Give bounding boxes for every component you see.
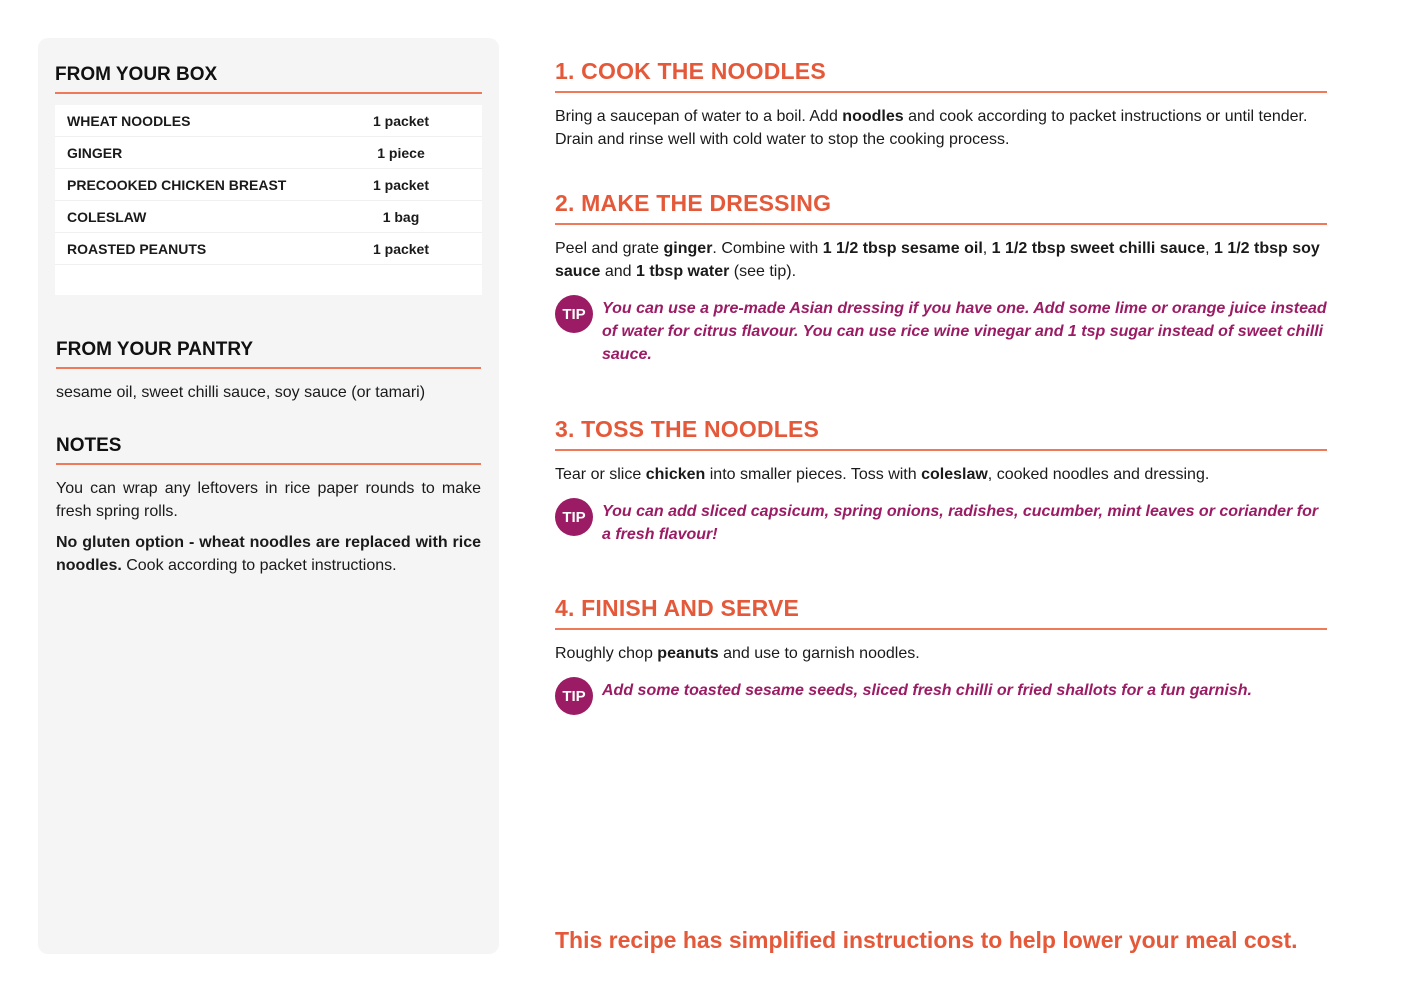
- step-instructions: [555, 105, 1327, 151]
- ingredient-row: [55, 233, 482, 265]
- instruction-text: and cook according to packet instructions or until tender. Drain and rinse well with cold water to stop the cooking process.: [555, 108, 1308, 148]
- instruction-bold: 1 1/2 tbsp soy sauce: [555, 240, 1320, 280]
- step-instructions: [555, 237, 1327, 283]
- step-heading: 2. MAKE THE DRESSING: [555, 190, 1327, 225]
- ingredient-row: [55, 169, 482, 201]
- step-toss-noodles: [555, 416, 1327, 546]
- ingredient-name: WHEAT NOODLES: [67, 112, 191, 129]
- instruction-text: Tear or slice: [555, 466, 646, 483]
- ingredient-qty: 1 packet: [372, 112, 430, 129]
- instruction-text: ,: [982, 240, 992, 257]
- instruction-text: Roughly chop: [555, 645, 658, 662]
- tip-callout: [555, 679, 1327, 715]
- instruction-text: . Combine with: [712, 240, 823, 257]
- ingredient-name: GINGER: [67, 144, 123, 161]
- instruction-bold: peanuts: [657, 645, 719, 662]
- ingredient-qty: 1 piece: [377, 144, 425, 161]
- tip-badge-icon: TIP: [555, 295, 593, 333]
- ingredient-qty: 1 packet: [372, 240, 430, 257]
- ingredient-qty: 1 packet: [372, 176, 430, 193]
- step-heading: 1. COOK THE NOODLES: [555, 58, 1327, 93]
- instruction-text: , cooked noodles and dressing.: [987, 466, 1210, 483]
- ingredient-name: COLESLAW: [67, 208, 147, 225]
- pantry-items: sesame oil, sweet chilli sauce, soy sauce (or tamari): [56, 384, 426, 401]
- instruction-text: Peel and grate: [555, 240, 664, 257]
- step-instructions: [555, 642, 1327, 665]
- note-leftovers: You can wrap any leftovers in rice paper rounds to make fresh spring rolls.: [56, 480, 481, 520]
- ingredient-row: [55, 137, 482, 169]
- tip-badge-icon: TIP: [555, 498, 593, 536]
- ingredient-row: [55, 201, 482, 233]
- sidebar-panel: [38, 38, 499, 954]
- note-gluten-free-bold: No gluten option - wheat noodles are replaced with rice noodles.: [56, 534, 481, 574]
- instruction-text: ,: [1205, 240, 1214, 257]
- tip-text: You can use a pre-made Asian dressing if you have one. Add some lime or orange juice instead of water for citrus flavour. You can use rice wine vinegar and 1 tsp sugar instead of sweet chilli sauce.: [602, 300, 1327, 363]
- ingredient-name: PRECOOKED CHICKEN BREAST: [67, 176, 287, 193]
- tip-text: Add some toasted sesame seeds, sliced fresh chilli or fried shallots for a fun garnish.: [602, 682, 1252, 699]
- instruction-text: (see tip).: [729, 263, 797, 280]
- step-make-dressing: [555, 190, 1327, 366]
- note-gluten-free-rest: Cook according to packet instructions.: [121, 557, 397, 574]
- instruction-bold: coleslaw: [921, 466, 988, 483]
- tip-badge-icon: TIP: [555, 677, 593, 715]
- tip-callout: [555, 297, 1327, 366]
- tip-callout: [555, 500, 1327, 546]
- instruction-text: Bring a saucepan of water to a boil. Add: [555, 108, 843, 125]
- step-heading: 3. TOSS THE NOODLES: [555, 416, 1327, 451]
- from-your-pantry-heading: FROM YOUR PANTRY: [56, 339, 481, 369]
- instruction-bold: ginger: [663, 240, 713, 257]
- instruction-bold: 1 1/2 tbsp sesame oil: [822, 240, 983, 257]
- instruction-bold: 1 tbsp water: [635, 263, 730, 280]
- instruction-bold: chicken: [645, 466, 706, 483]
- notes-body: [56, 477, 481, 585]
- instruction-bold: 1 1/2 tbsp sweet chilli sauce: [991, 240, 1206, 257]
- ingredient-qty: 1 bag: [382, 208, 420, 225]
- note-gluten-free: [56, 531, 481, 577]
- from-your-box-heading: FROM YOUR BOX: [55, 64, 482, 94]
- instruction-text: into smaller pieces. Toss with: [705, 466, 922, 483]
- ingredient-name: ROASTED PEANUTS: [67, 240, 207, 257]
- step-cook-noodles: [555, 58, 1327, 151]
- step-instructions: [555, 463, 1327, 486]
- instruction-text: and use to garnish noodles.: [718, 645, 920, 662]
- instruction-bold: noodles: [842, 108, 904, 125]
- step-heading: 4. FINISH AND SERVE: [555, 595, 1327, 630]
- step-finish-serve: [555, 595, 1327, 715]
- ingredients-table: [55, 105, 482, 295]
- tip-text: You can add sliced capsicum, spring onions, radishes, cucumber, mint leaves or coriander for a fresh flavour!: [602, 503, 1319, 543]
- simplified-recipe-note: This recipe has simplified instructions to help lower your meal cost.: [555, 927, 1298, 953]
- instruction-text: and: [600, 263, 636, 280]
- ingredient-row: [55, 105, 482, 137]
- notes-heading: NOTES: [56, 435, 481, 465]
